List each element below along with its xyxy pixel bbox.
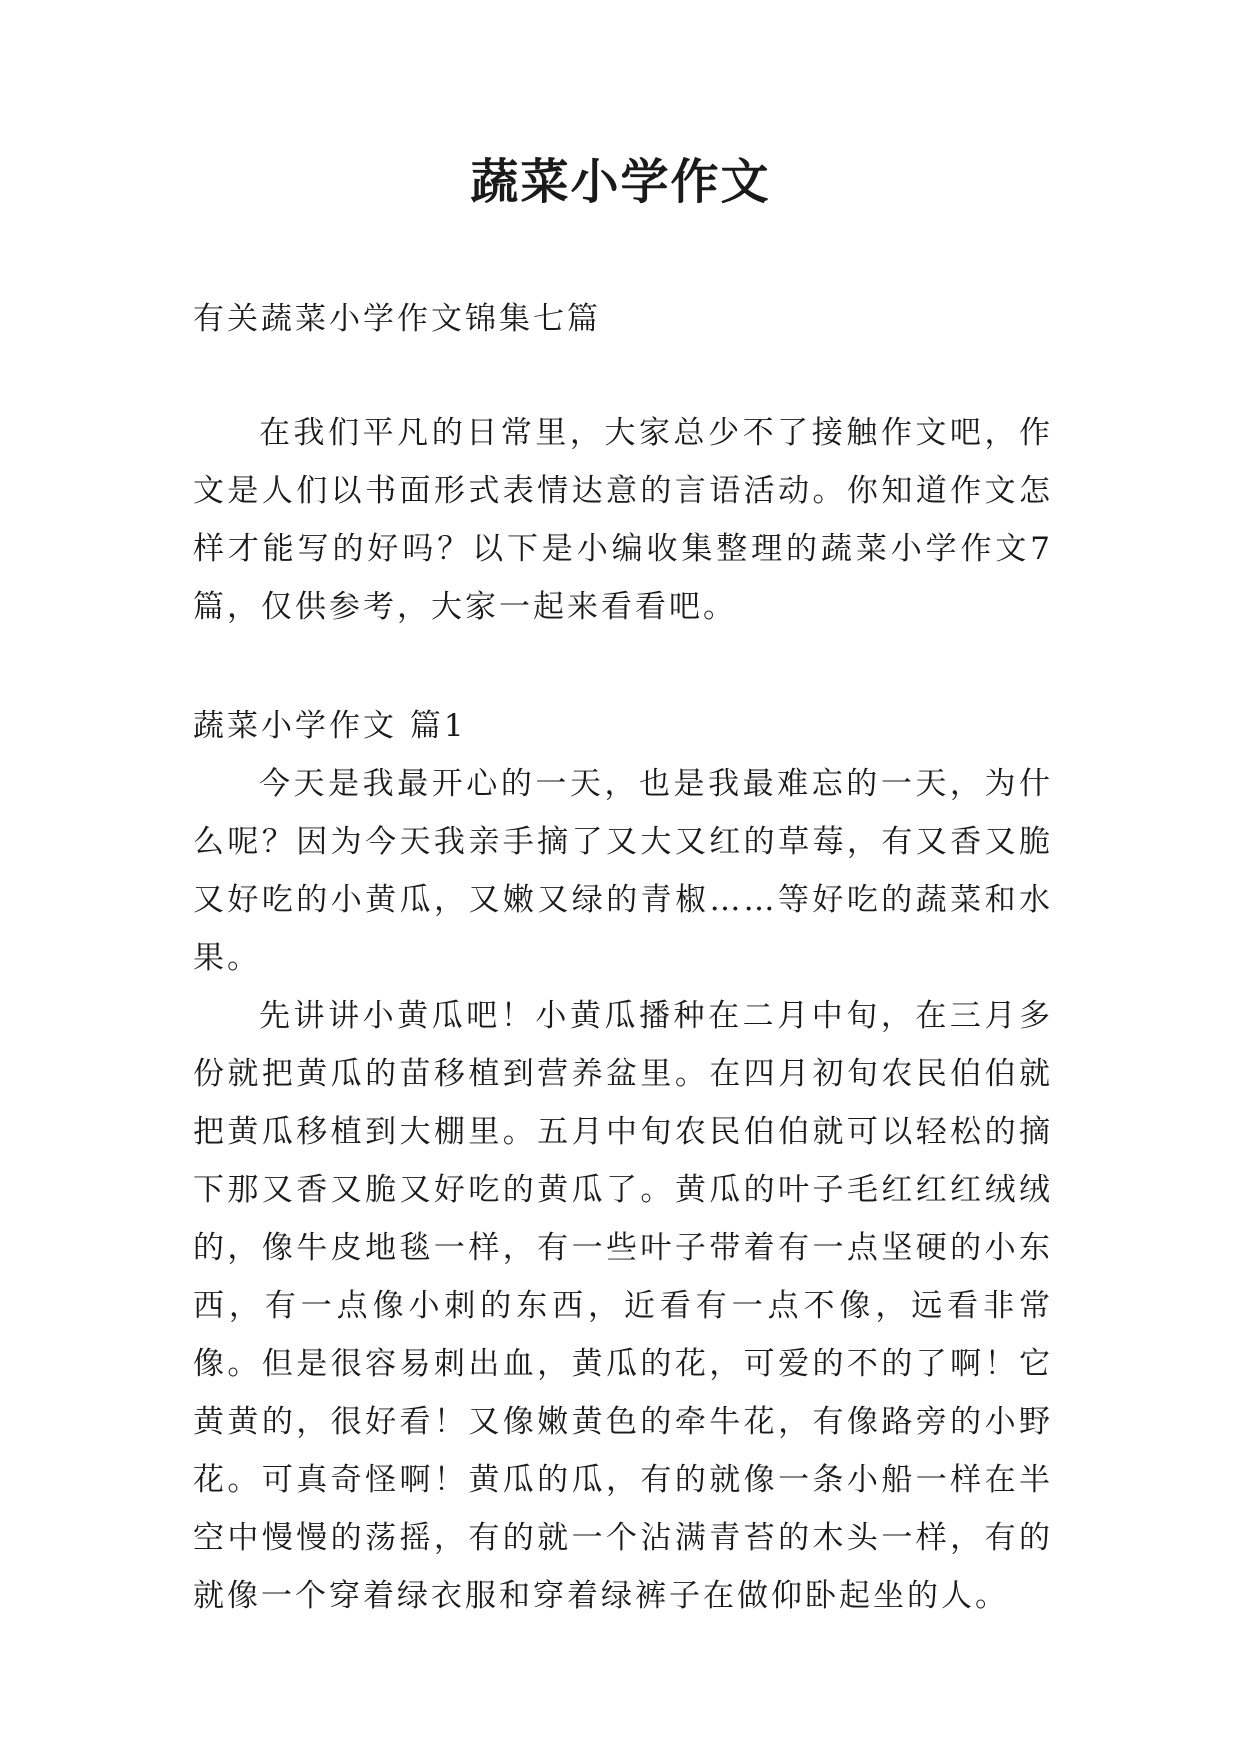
essay-section-1: [193, 697, 1053, 1625]
document-title: 蔬菜小学作文: [470, 154, 771, 210]
section-heading: 蔬菜小学作文 篇1: [193, 708, 467, 744]
essay-paragraph: 今天是我最开心的一天，也是我最难忘的一天，为什么呢？因为今天我亲手摘了又大又红的草莓，有又香又脆又好吃的小黄瓜，又嫩又绿的青椒……等好吃的蔬菜和水果。: [193, 766, 1053, 976]
intro-paragraph: 在我们平凡的日常里，大家总少不了接触作文吧，作文是人们以书面形式表情达意的言语活动。你知道作文怎样才能写的好吗？以下是小编收集整理的蔬菜小学作文7篇，仅供参考，大家一起来看看吧。: [193, 415, 1053, 625]
essay-paragraph: 先讲讲小黄瓜吧！小黄瓜播种在二月中旬，在三月多份就把黄瓜的苗移植到营养盆里。在四月初旬农民伯伯就把黄瓜移植到大棚里。五月中旬农民伯伯就可以轻松的摘下那又香又脆又好吃的黄瓜了。黄瓜的叶子毛红红红绒绒的，像牛皮地毯一样，有一些叶子带着有一点坚硬的小东西，有一点像小刺的东西，近看有一点不像，远看非常像。但是很容易刺出血，黄瓜的花，可爱的不的了啊！它黄黄的，很好看！又像嫩黄色的牵牛花，有像路旁的小野花。可真奇怪啊！黄瓜的瓜，有的就像一条小船一样在半空中慢慢的荡摇，有的就一个沾满青苔的木头一样，有的就像一个穿着绿衣服和穿着绿裤子在做仰卧起坐的人。: [193, 998, 1053, 1614]
document-subtitle: 有关蔬菜小学作文锦集七篇: [193, 301, 601, 337]
